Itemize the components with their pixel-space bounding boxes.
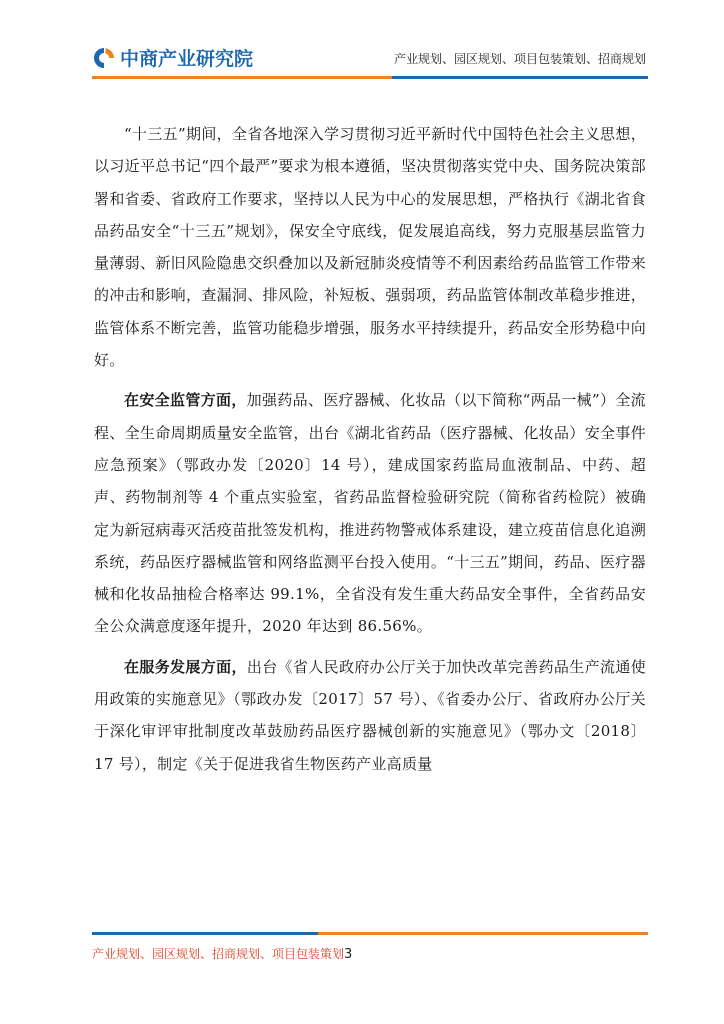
brand-logo <box>92 44 253 71</box>
paragraph-service-development <box>94 651 646 780</box>
footer-tagline: 产业规划、园区规划、招商规划、项目包装策划 <box>92 947 345 961</box>
page-header <box>0 0 724 90</box>
footer-rule-blue <box>92 932 318 935</box>
footer-rule-orange <box>318 932 648 935</box>
header-rule-blue <box>392 76 648 79</box>
document-body <box>94 118 646 788</box>
header-tagline: 产业规划、园区规划、项目包装策划、招商规划 <box>393 52 646 66</box>
paragraph-lead-safety: 在安全监管方面， <box>124 391 247 410</box>
logo-text: 中商产业研究院 <box>120 48 254 70</box>
paragraph-text-service: 出台《省人民政府办公厅关于加快改革完善药品生产流通使用政策的实施意见》（鄂政办发〔2017〕57 号）、《省委办公厅、省政府办公厅关于深化审评审批制度改革鼓励药品医疗器械创新的实施意见》（鄂办文〔2018〕17 号），制定《关于促进我省生物医药产业高质量 <box>94 657 646 773</box>
paragraph-text-safety: 加强药品、医疗器械、化妆品（以下简称“两品一械”）全流程、全生命周期质量安全监管，出台《湖北省药品（医疗器械、化妆品）安全事件应急预案》（鄂政办发〔2020〕14 号），建成国家药监局血液制品、中药、超声、药物制剂等 4 个重点实验室，省药品监督检验研究院（简称省药检院）被确定为新冠病毒灭活疫苗批签发机构，推进药物警戒体系建设，建立疫苗信息化追溯系统，药品医疗器械监管和网络监测平台投入使用。“十三五”期间，药品、医疗器械和化妆品抽检合格率达 99.1%，全省没有发生重大药品安全事件，全省药品安全公众满意度逐年提升，2020 年达到 86.56%。 <box>94 391 646 636</box>
paragraph-lead-service: 在服务发展方面， <box>124 657 247 676</box>
header-rule-orange <box>92 76 392 79</box>
paragraph-intro: “十三五”期间，全省各地深入学习贯彻习近平新时代中国特色社会主义思想，以习近平总书记“四个最严”要求为根本遵循，坚决贯彻落实党中央、国务院决策部署和省委、省政府工作要求，坚持以人民为中心的发展思想，严格执行《湖北省食品药品安全“十三五”规划》，保安全守底线，促发展追高线，努力克服基层监管力量薄弱、新旧风险隐患交织叠加以及新冠肺炎疫情等不利因素给药品监管工作带来的冲击和影响，查漏洞、排风险，补短板、强弱项，药品监管体制改革稳步推进，监管体系不断完善，监管功能稳步增强，服务水平持续提升，药品安全形势稳中向好。 <box>94 125 646 370</box>
logo-mark-icon <box>92 46 116 70</box>
page-number: 3 <box>344 947 353 962</box>
page-footer <box>92 945 352 962</box>
paragraph-safety-supervision <box>94 384 646 642</box>
